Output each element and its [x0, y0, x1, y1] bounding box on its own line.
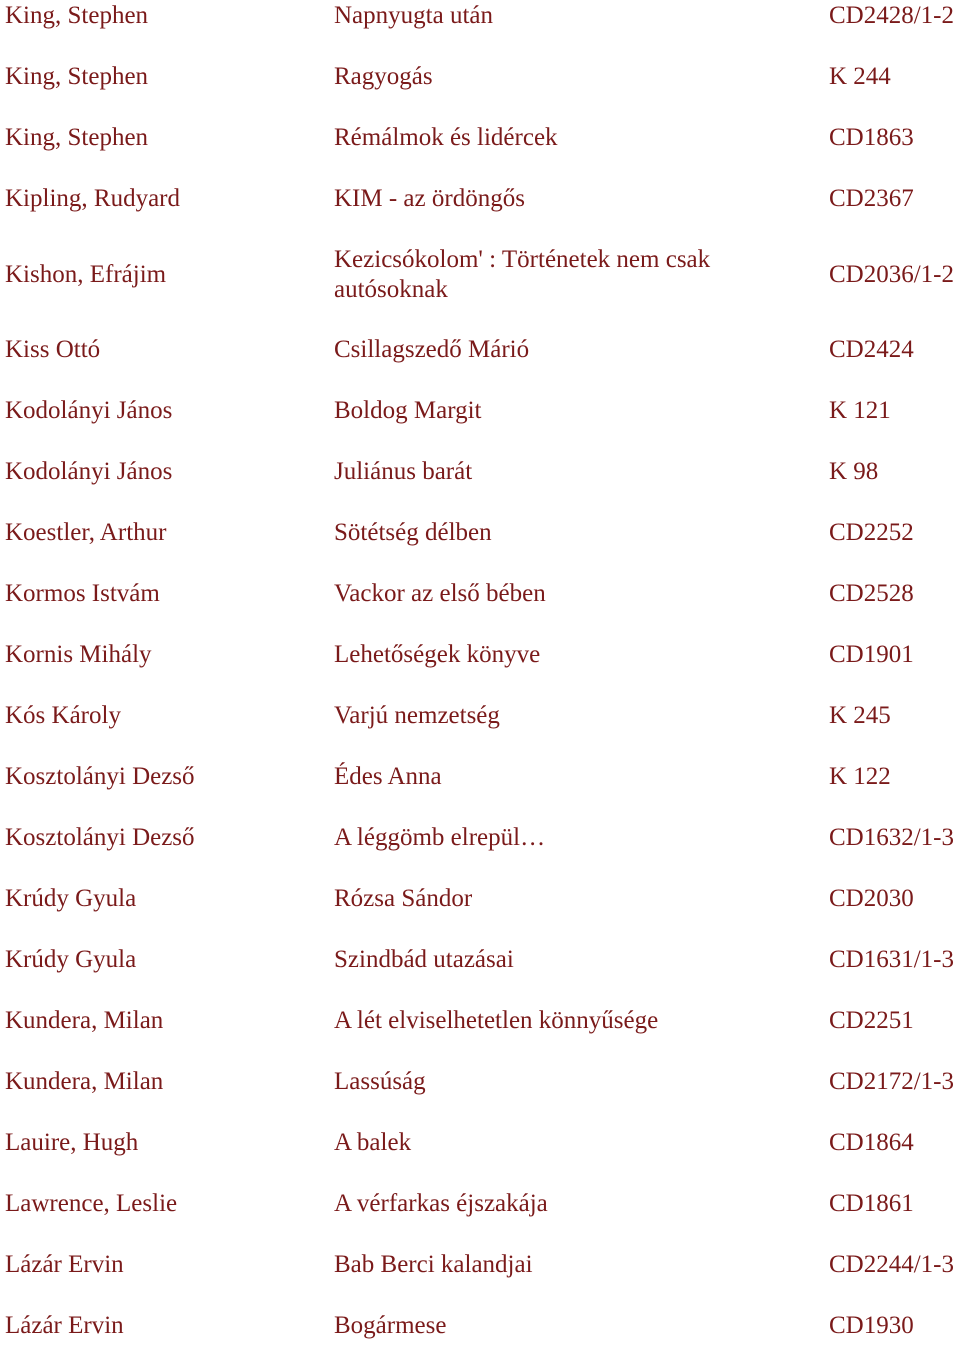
code-cell: CD2367	[829, 184, 914, 212]
author-cell: Kundera, Milan	[5, 1067, 164, 1095]
catalog-row	[0, 929, 960, 990]
title-cell: Napnyugta után	[334, 1, 493, 29]
code-cell: CD1930	[829, 1311, 914, 1339]
author-cell: Lauire, Hugh	[5, 1128, 139, 1156]
code-cell: CD2244/1-3	[829, 1250, 954, 1278]
author-cell: Kós Károly	[5, 701, 121, 729]
catalog-row	[0, 0, 960, 46]
code-cell: K 245	[829, 701, 891, 729]
title-cell: Varjú nemzetség	[334, 701, 500, 729]
code-cell: K 98	[829, 457, 879, 485]
code-cell: CD2251	[829, 1006, 914, 1034]
catalog-row	[0, 168, 960, 229]
code-cell: CD2030	[829, 884, 914, 912]
catalog-row	[0, 685, 960, 746]
title-cell: Boldog Margit	[334, 396, 482, 424]
code-cell: CD1863	[829, 123, 914, 151]
author-cell: Kodolányi János	[5, 396, 173, 424]
catalog-row	[0, 1112, 960, 1173]
code-cell: K 122	[829, 762, 891, 790]
author-cell: King, Stephen	[5, 62, 149, 90]
catalog-row	[0, 1051, 960, 1112]
title-cell: Édes Anna	[334, 762, 442, 790]
catalog-row	[0, 107, 960, 168]
catalog-row	[0, 319, 960, 380]
title-cell: Lassúság	[334, 1067, 426, 1095]
title-cell: Csillagszedő Márió	[334, 335, 530, 363]
title-cell: Sötétség délben	[334, 518, 492, 546]
author-cell: Krúdy Gyula	[5, 884, 137, 912]
author-cell: Kormos Istvám	[5, 579, 160, 607]
title-cell: Kezicsókolom' : Történetek nem csak autósoknak	[334, 245, 711, 303]
title-cell: Bogármese	[334, 1311, 447, 1339]
catalog-row	[0, 807, 960, 868]
title-cell: A lét elviselhetetlen könnyűsége	[334, 1006, 659, 1034]
author-cell: Lázár Ervin	[5, 1311, 124, 1339]
code-cell: CD1901	[829, 640, 914, 668]
title-cell: Rémálmok és lidércek	[334, 123, 558, 151]
catalog-row	[0, 46, 960, 107]
catalog-row	[0, 229, 960, 320]
title-cell: A balek	[334, 1128, 412, 1156]
title-cell: Szindbád utazásai	[334, 945, 514, 973]
author-cell: Lázár Ervin	[5, 1250, 124, 1278]
catalog-row	[0, 380, 960, 441]
title-cell: Bab Berci kalandjai	[334, 1250, 533, 1278]
author-cell: Kornis Mihály	[5, 640, 152, 668]
author-cell: Kosztolányi Dezső	[5, 762, 195, 790]
catalog-row	[0, 746, 960, 807]
title-cell: Ragyogás	[334, 62, 433, 90]
catalog-row	[0, 624, 960, 685]
catalog-row	[0, 441, 960, 502]
code-cell: CD2172/1-3	[829, 1067, 954, 1095]
code-cell: CD2252	[829, 518, 914, 546]
catalog-row	[0, 1295, 960, 1356]
author-cell: Kodolányi János	[5, 457, 173, 485]
code-cell: K 121	[829, 396, 891, 424]
code-cell: CD1631/1-3	[829, 945, 954, 973]
author-cell: King, Stephen	[5, 123, 149, 151]
author-cell: Kishon, Efrájim	[5, 260, 167, 288]
title-cell: A léggömb elrepül…	[334, 823, 546, 851]
author-cell: King, Stephen	[5, 1, 149, 29]
catalog-row	[0, 868, 960, 929]
catalog-row	[0, 502, 960, 563]
title-cell: Juliánus barát	[334, 457, 473, 485]
catalog-row	[0, 1234, 960, 1295]
title-cell: Lehetőségek könyve	[334, 640, 541, 668]
author-cell: Kipling, Rudyard	[5, 184, 180, 212]
code-cell: CD2036/1-2	[829, 260, 954, 288]
title-cell: A vérfarkas éjszakája	[334, 1189, 548, 1217]
code-cell: CD2424	[829, 335, 914, 363]
code-cell: K 244	[829, 62, 891, 90]
author-cell: Kosztolányi Dezső	[5, 823, 195, 851]
code-cell: CD2528	[829, 579, 914, 607]
code-cell: CD1861	[829, 1189, 914, 1217]
title-cell: Vackor az első bében	[334, 579, 546, 607]
catalog-row	[0, 990, 960, 1051]
code-cell: CD2428/1-2	[829, 1, 954, 29]
author-cell: Lawrence, Leslie	[5, 1189, 178, 1217]
title-cell: Rózsa Sándor	[334, 884, 473, 912]
catalog-row	[0, 1173, 960, 1234]
author-cell: Kundera, Milan	[5, 1006, 164, 1034]
author-cell: Krúdy Gyula	[5, 945, 137, 973]
author-cell: Koestler, Arthur	[5, 518, 167, 546]
code-cell: CD1632/1-3	[829, 823, 954, 851]
catalog-row	[0, 563, 960, 624]
author-cell: Kiss Ottó	[5, 335, 101, 363]
title-cell: KIM - az ördöngős	[334, 184, 525, 212]
code-cell: CD1864	[829, 1128, 914, 1156]
